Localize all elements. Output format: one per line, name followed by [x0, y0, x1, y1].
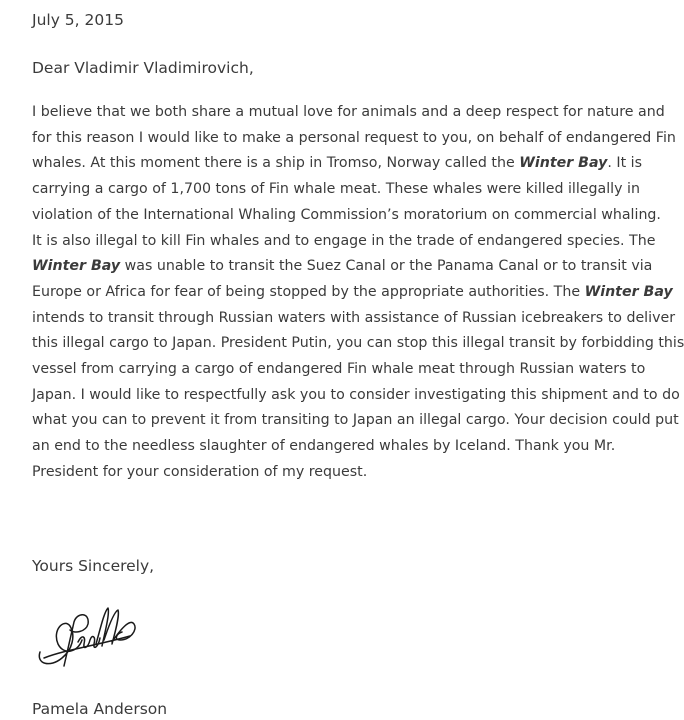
- body-line: President for your consideration of my request.: [32, 463, 368, 480]
- body-line: this illegal cargo to Japan. President Putin, you can stop this illegal transit by forbidding this: [32, 335, 684, 352]
- body-line: what you can to prevent it from transiting to Japan an illegal cargo. Your decision could put: [32, 412, 679, 429]
- body-line-text: was unable to transit the Suez Canal or the Panama Canal or to transit via: [124, 258, 653, 275]
- signature-image: [34, 600, 138, 670]
- body-line-text: . It is: [607, 155, 643, 172]
- letter-body: [32, 100, 684, 486]
- closing: Yours Sincerely,: [32, 557, 155, 575]
- body-line-text: whales. At this moment there is a ship in Tromso, Norway called the: [32, 155, 515, 172]
- body-line-text: Europe or Africa for fear of being stopped by the appropriate authorities. The: [32, 283, 581, 300]
- body-line: for this reason I would like to make a personal request to you, on behalf of endangered Fin: [32, 129, 676, 146]
- body-line: [32, 254, 653, 280]
- body-line: [32, 280, 673, 306]
- ship-name: Winter Bay: [584, 283, 673, 300]
- signer-name: Pamela Anderson: [32, 700, 168, 718]
- ship-name: Winter Bay: [519, 155, 608, 172]
- body-line: I believe that we both share a mutual love for animals and a deep respect for nature and: [32, 104, 665, 120]
- ship-name: Winter Bay: [32, 258, 121, 275]
- letter-date: July 5, 2015: [32, 11, 124, 29]
- body-line: intends to transit through Russian waters with assistance of Russian icebreakers to deliver: [32, 309, 676, 326]
- body-line: violation of the International Whaling Commission’s moratorium on commercial whaling.: [32, 206, 661, 223]
- body-line: an end to the needless slaughter of endangered whales by Iceland. Thank you Mr.: [32, 438, 616, 455]
- body-line: [32, 151, 650, 177]
- body-line: It is also illegal to kill Fin whales and to engage in the trade of endangered species. The: [32, 232, 656, 249]
- body-line: vessel from carrying a cargo of endangered Fin whale meat through Russian waters to: [32, 361, 646, 378]
- body-line: Japan. I would like to respectfully ask you to consider investigating this shipment and to do: [32, 386, 680, 403]
- body-line: carrying a cargo of 1,700 tons of Fin whale meat. These whales were killed illegally in: [32, 181, 640, 198]
- salutation: Dear Vladimir Vladimirovich,: [32, 59, 254, 77]
